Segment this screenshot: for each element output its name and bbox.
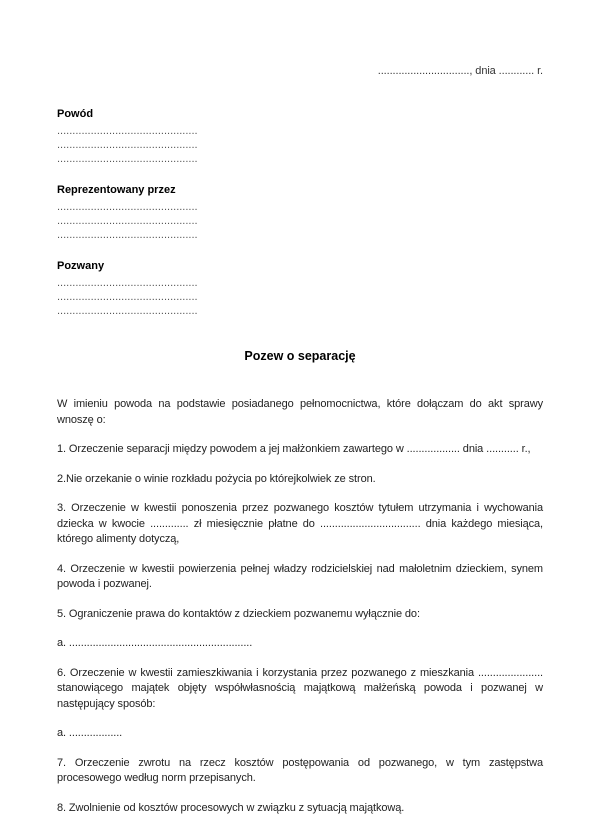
clause-2: 2.Nie orzekanie o winie rozkładu pożycia po którejkolwiek ze stron. xyxy=(57,472,376,485)
party-label-defendant: Pozwany xyxy=(57,260,105,272)
plaintiff-fill-in-lines xyxy=(57,124,543,166)
document-title: Pozew o separację xyxy=(244,349,356,363)
representative-fill-in-lines xyxy=(57,200,543,242)
fill-in-line: .............................................. xyxy=(57,291,198,303)
fill-in-line: .............................................. xyxy=(57,229,198,241)
fill-in-line: .............................................. xyxy=(57,201,198,213)
fill-in-line: .............................................. xyxy=(57,153,198,165)
date-line: ..............................., dnia ............ r. xyxy=(377,65,543,77)
defendant-fill-in-lines xyxy=(57,276,543,318)
fill-in-line: .............................................. xyxy=(57,215,198,227)
party-label-plaintiff: Powód xyxy=(57,108,94,120)
clause-8: 8. Zwolnienie od kosztów procesowych w związku z sytuacją majątkową. xyxy=(57,801,405,814)
party-block-representative xyxy=(57,183,543,242)
fill-in-line: .............................................. xyxy=(57,305,198,317)
party-block-defendant xyxy=(57,259,543,318)
clause-4: 4. Orzeczenie w kwestii powierzenia pełnej władzy rodzicielskiej nad małoletnim dzieckiem, synem powoda i pozwanej. xyxy=(57,562,543,590)
clause-6-sub-a: a. .................. xyxy=(57,727,123,739)
clause-7: 7. Orzeczenie zwrotu na rzecz kosztów postępowania od pozwanego, w tym zastępstwa procesowego według norm przepisanych. xyxy=(57,756,543,784)
clause-5-sub-a: a. .............................................................. xyxy=(57,637,253,649)
party-block-plaintiff xyxy=(57,107,543,166)
fill-in-line: .............................................. xyxy=(57,139,198,151)
clause-3: 3. Orzeczenie w kwestii ponoszenia przez pozwanego kosztów tytułem utrzymania i wychowania dziecka w kwocie ............. zł miesięcznie płatne do .................................. dnia każdego miesiąca, którego alimenty dotyczą, xyxy=(57,502,543,545)
clause-6: 6. Orzeczenie w kwestii zamieszkiwania i korzystania przez pozwanego z mieszkania ...................... stanowiącego majątek objęty współwłasnością majątkową małżeńską powoda i pozwanej w następujący sposób: xyxy=(57,666,543,710)
clause-5: 5. Ograniczenie prawa do kontaktów z dzieckiem pozwanemu wyłącznie do: xyxy=(57,607,420,620)
fill-in-line: .............................................. xyxy=(57,125,198,137)
clause-1: 1. Orzeczenie separacji między powodem a jej małżonkiem zawartego w .................. dnia ........... r., xyxy=(57,443,531,455)
intro-paragraph: W imieniu powoda na podstawie posiadanego pełnomocnictwa, które dołączam do akt sprawy wnoszę o: xyxy=(57,398,543,426)
party-label-representative: Reprezentowany przez xyxy=(57,184,176,196)
fill-in-line: .............................................. xyxy=(57,277,198,289)
